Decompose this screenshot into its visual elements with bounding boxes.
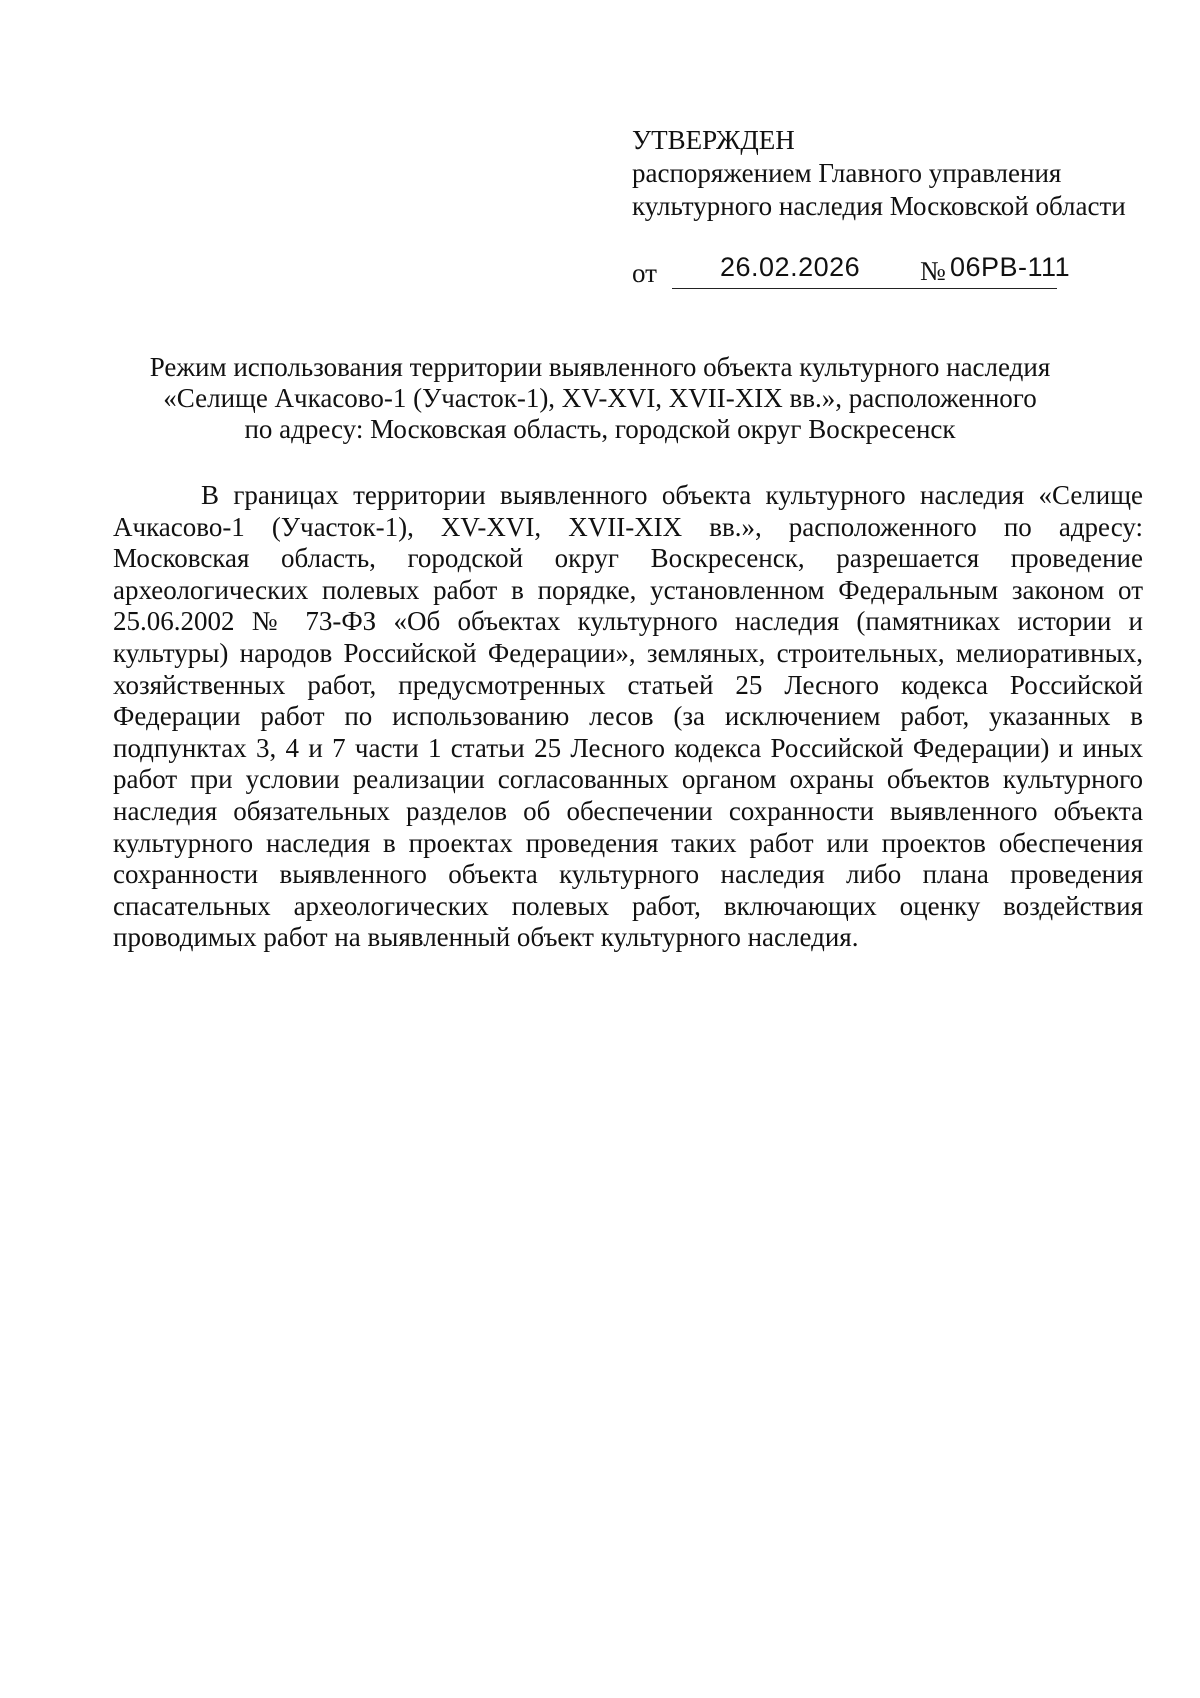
registration-line [632,252,1092,292]
date-prefix: от [632,258,657,288]
title-line-3: по адресу: Московская область, городской округ Воскресенск [244,414,956,444]
approval-line-2: культурного наследия Московской области [632,191,1126,221]
approval-line-1: распоряжением Главного управления [632,158,1062,188]
number-sign: № [920,256,946,286]
registration-number: 06РВ-111 [950,252,1071,282]
body-paragraph: В границах территории выявленного объекта культурного наследия «Селище Ачкасово-1 (Участок-1), XV-XVI, XVII-XIX вв.», расположенного по адресу: Московская область, городской округ Воскресенск, разрешается проведение археологических полевых работ в порядке, установленном Федеральным законом от 25.06.2002 № 73-ФЗ «Об объектах культурного наследия (памятниках истории и культуры) народов Российской Федерации», земляных, строительных, мелиоративных, хозяйственных работ, предусмотренных статьей 25 Лесного кодекса Российской Федерации работ по использованию лесов (за исключением работ, указанных в подпунктах 3, 4 и 7 части 1 статьи 25 Лесного кодекса Российской Федерации) и иных работ при условии реализации согласованных органом охраны объектов культурного наследия обязательных разделов об обеспечении сохранности выявленного объекта культурного наследия в проектах проведения таких работ или проектов обеспечения сохранности выявленного объекта культурного наследия либо плана проведения спасательных археологических полевых работ, включающих оценку воздействия проводимых работ на выявленный объект культурного наследия. [113,480,1143,953]
document-title [100,352,1100,445]
approval-heading: УТВЕРЖДЕН [632,125,795,155]
registration-underline [672,288,1057,289]
title-line-2: «Селище Ачкасово-1 (Участок-1), XV-XVI, XVII-XIX вв.», расположенного [163,383,1037,413]
title-line-1: Режим использования территории выявленного объекта культурного наследия [149,352,1051,382]
approval-stamp [632,124,1172,223]
registration-date: 26.02.2026 [720,252,861,282]
